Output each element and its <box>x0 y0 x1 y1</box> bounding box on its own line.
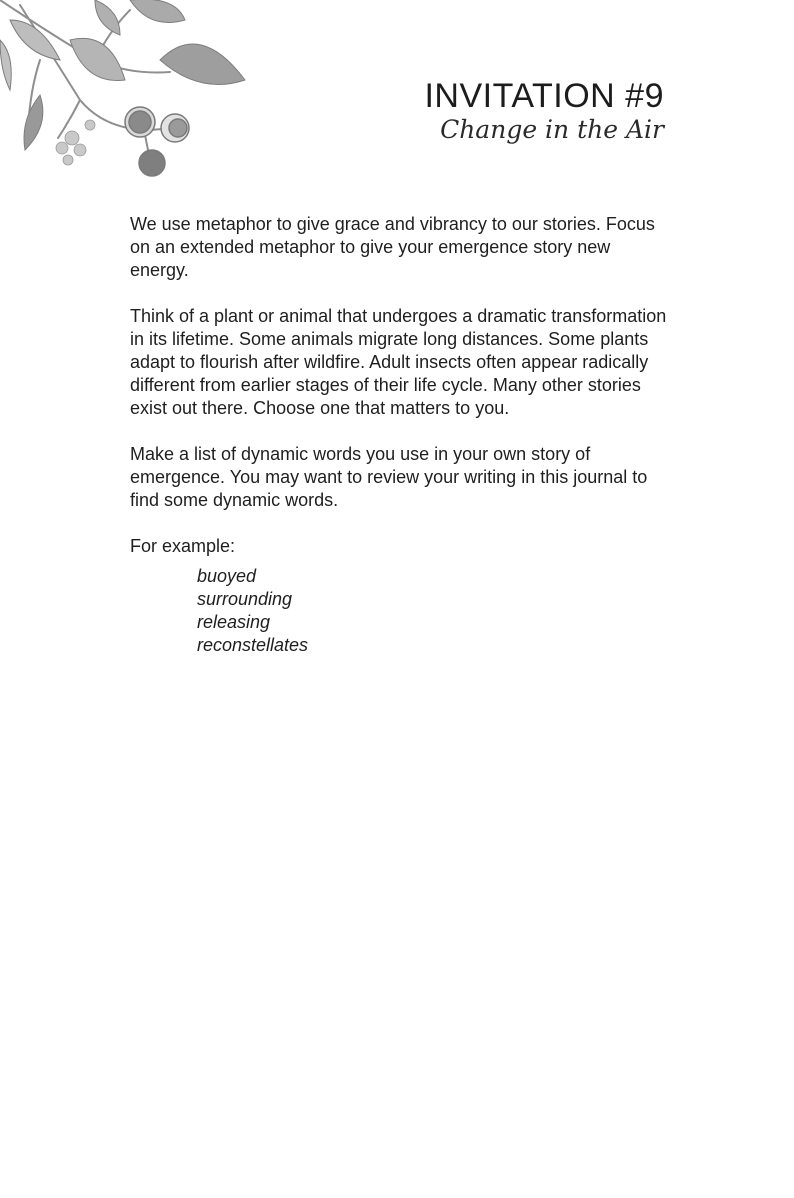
body-content <box>130 213 670 657</box>
intro-paragraph: We use metaphor to give grace and vibrancy to our stories. Focus on an extended metaphor to give your emergence story new energy. <box>130 214 655 280</box>
dynamic-words-paragraph: Make a list of dynamic words you use in your own story of emergence. You may want to review your writing in this journal to find some dynamic words. <box>130 444 648 510</box>
list-item: releasing <box>197 612 271 632</box>
title-block <box>424 74 664 145</box>
transformation-paragraph: Think of a plant or animal that undergoes a dramatic transformation in its lifetime. Some animals migrate long distances. Some plants adapt to flourish after wildfire. Adult insects often appear radically different from earlier stages of their life cycle. Many other stories exist out there. Choose one that matters to you. <box>130 306 667 418</box>
example-words-list <box>130 565 670 657</box>
page-subtitle: Change in the Air <box>440 115 664 144</box>
page-title: INVITATION #9 <box>424 77 664 115</box>
list-item: reconstellates <box>197 635 309 655</box>
list-item: surrounding <box>197 589 293 609</box>
example-heading: For example: <box>130 536 236 556</box>
list-item: buoyed <box>197 566 257 586</box>
botanical-branch-illustration <box>0 0 260 195</box>
